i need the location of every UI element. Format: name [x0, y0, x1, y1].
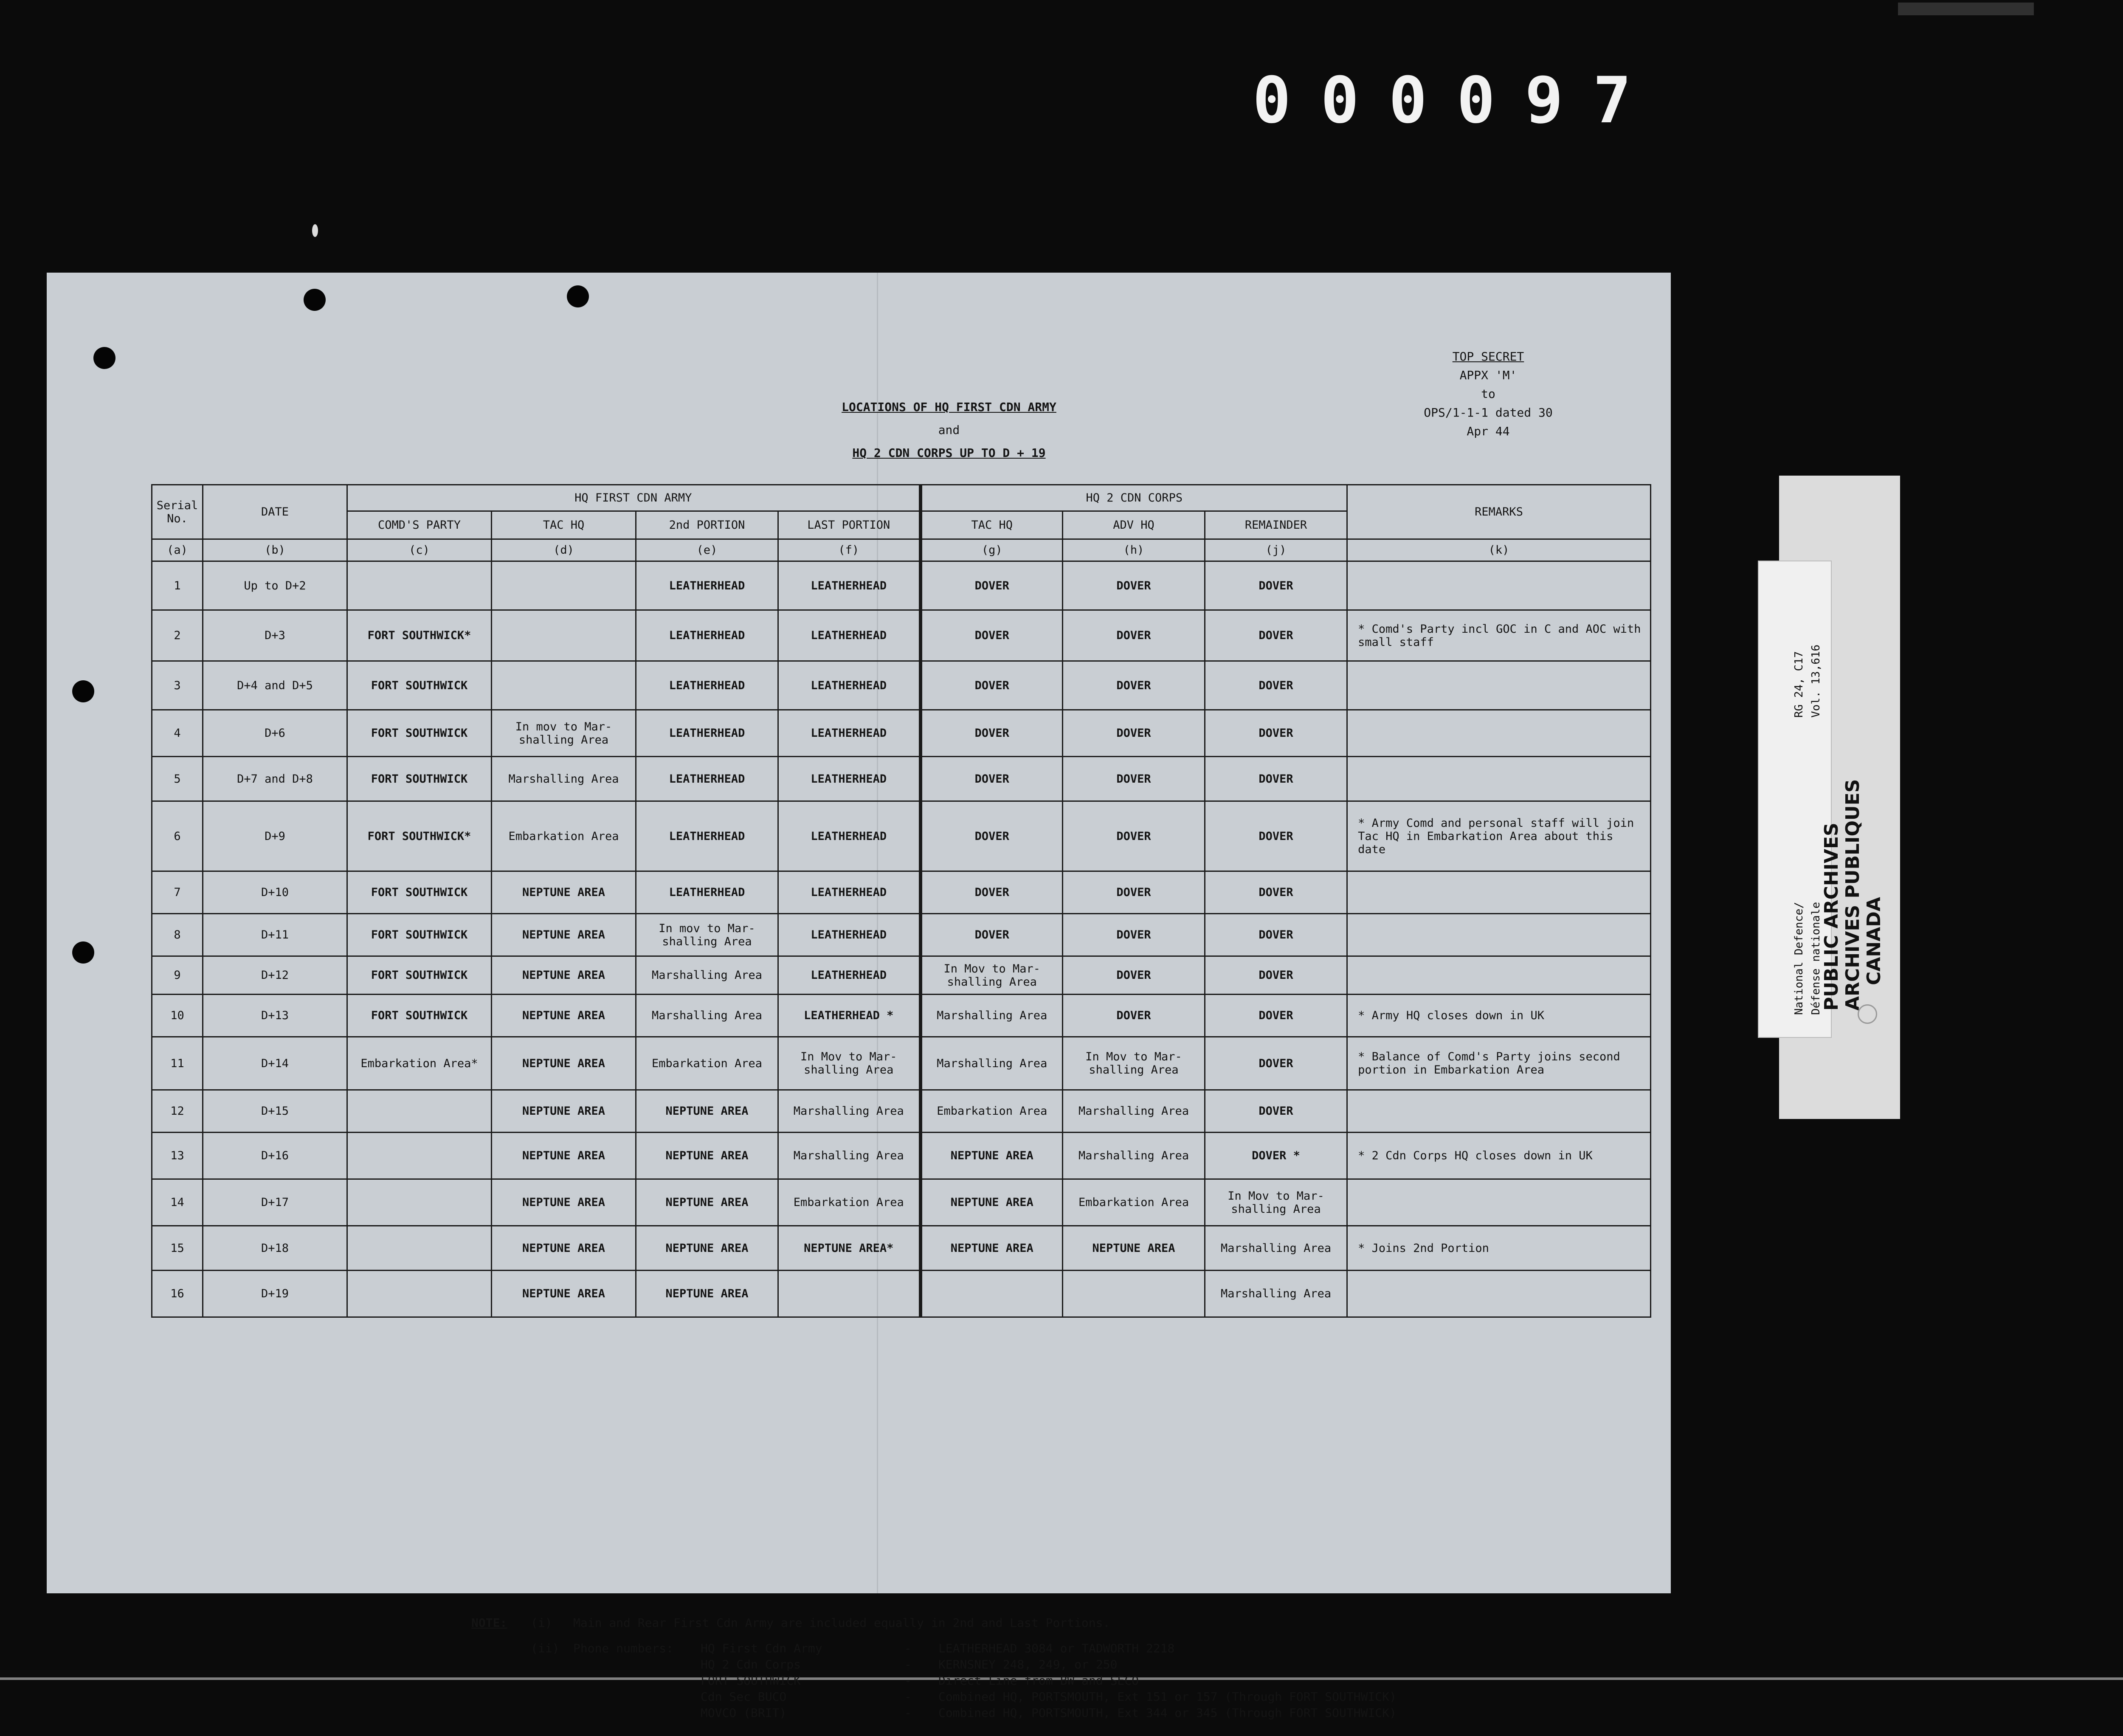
- cell-last-portion: LEATHERHEAD: [778, 561, 921, 610]
- cell-remarks: * 2 Cdn Corps HQ closes down in UK: [1347, 1133, 1651, 1179]
- cell-second-portion: LEATHERHEAD: [636, 871, 778, 914]
- cell-date: D+7 and D+8: [203, 757, 347, 801]
- cell-remainder: DOVER *: [1205, 1133, 1347, 1179]
- header-serial: Serial No.: [152, 485, 203, 539]
- cell-second-portion: LEATHERHEAD: [636, 610, 778, 661]
- header-tac-hq: TAC HQ: [492, 511, 636, 539]
- cell-corps-tac-hq: Marshalling Area: [921, 1037, 1063, 1090]
- table-row: [152, 1179, 1651, 1226]
- cell-corps-tac-hq: NEPTUNE AREA: [921, 1133, 1063, 1179]
- title-line-2: and: [938, 423, 960, 437]
- cell-serial: 11: [152, 1037, 203, 1090]
- cell-corps-tac-hq: NEPTUNE AREA: [921, 1179, 1063, 1226]
- cell-last-portion: Marshalling Area: [778, 1133, 921, 1179]
- phone-name: HQ First Cdn Army: [701, 1641, 822, 1655]
- cell-comds-party: FORT SOUTHWICK: [347, 995, 492, 1037]
- punch-hole: [72, 680, 94, 702]
- cell-corps-tac-hq: Marshalling Area: [921, 995, 1063, 1037]
- security-marking: TOP SECRET: [1452, 349, 1524, 364]
- cell-date: D+9: [203, 801, 347, 871]
- cell-comds-party: FORT SOUTHWICK: [347, 956, 492, 995]
- table-row: [152, 661, 1651, 710]
- column-letter: (e): [636, 539, 778, 561]
- cell-second-portion: LEATHERHEAD: [636, 661, 778, 710]
- cell-tac-hq: NEPTUNE AREA: [492, 1133, 636, 1179]
- cell-date: D+18: [203, 1226, 347, 1271]
- cell-adv-hq: DOVER: [1063, 914, 1205, 956]
- cell-last-portion: LEATHERHEAD: [778, 757, 921, 801]
- cell-corps-tac-hq: DOVER: [921, 801, 1063, 871]
- phone-value: LEATHERHEAD 3084 or TADWORTH 2218: [938, 1641, 1175, 1655]
- cell-corps-tac-hq: DOVER: [921, 610, 1063, 661]
- cell-tac-hq: [492, 661, 636, 710]
- cell-remainder: DOVER: [1205, 1037, 1347, 1090]
- column-letter: (k): [1347, 539, 1651, 561]
- cell-remarks: [1347, 661, 1651, 710]
- cell-tac-hq: [492, 561, 636, 610]
- cell-last-portion: LEATHERHEAD: [778, 661, 921, 710]
- cell-adv-hq: In Mov to Mar-shalling Area: [1063, 1037, 1205, 1090]
- film-smudge: [1898, 3, 2034, 15]
- cell-adv-hq: DOVER: [1063, 710, 1205, 757]
- cell-remainder: DOVER: [1205, 1090, 1347, 1133]
- column-letter: (c): [347, 539, 492, 561]
- cell-remarks: [1347, 561, 1651, 610]
- cell-serial: 12: [152, 1090, 203, 1133]
- cell-comds-party: FORT SOUTHWICK: [347, 757, 492, 801]
- cell-adv-hq: DOVER: [1063, 801, 1205, 871]
- cell-last-portion: LEATHERHEAD: [778, 710, 921, 757]
- punch-hole: [567, 285, 589, 307]
- cell-adv-hq: DOVER: [1063, 995, 1205, 1037]
- cell-tac-hq: [492, 610, 636, 661]
- cell-tac-hq: NEPTUNE AREA: [492, 1271, 636, 1317]
- phone-separator: -: [904, 1641, 912, 1655]
- cell-remarks: * Comd's Party incl GOC in C and AOC with small staff: [1347, 610, 1651, 661]
- header-last-portion: LAST PORTION: [778, 511, 921, 539]
- cell-remainder: DOVER: [1205, 801, 1347, 871]
- cell-serial: 14: [152, 1179, 203, 1226]
- cell-remainder: DOVER: [1205, 995, 1347, 1037]
- cell-last-portion: Marshalling Area: [778, 1090, 921, 1133]
- cell-tac-hq: NEPTUNE AREA: [492, 914, 636, 956]
- cell-comds-party: Embarkation Area*: [347, 1037, 492, 1090]
- cell-date: D+16: [203, 1133, 347, 1179]
- cell-corps-tac-hq: In Mov to Mar-shalling Area: [921, 956, 1063, 995]
- cell-comds-party: FORT SOUTHWICK*: [347, 801, 492, 871]
- cell-remarks: * Joins 2nd Portion: [1347, 1226, 1651, 1271]
- phone-name: HQ 2 Cdn Corps: [701, 1657, 801, 1671]
- cell-serial: 5: [152, 757, 203, 801]
- header-remainder: REMAINDER: [1205, 511, 1347, 539]
- cell-adv-hq: DOVER: [1063, 661, 1205, 710]
- cell-date: D+12: [203, 956, 347, 995]
- appendix-to: to: [1481, 387, 1495, 401]
- cell-last-portion: LEATHERHEAD: [778, 914, 921, 956]
- cell-comds-party: [347, 1179, 492, 1226]
- cell-second-portion: LEATHERHEAD: [636, 710, 778, 757]
- cell-remarks: [1347, 710, 1651, 757]
- cell-tac-hq: Marshalling Area: [492, 757, 636, 801]
- header-adv-hq: ADV HQ: [1063, 511, 1205, 539]
- cell-adv-hq: Embarkation Area: [1063, 1179, 1205, 1226]
- cell-comds-party: FORT SOUTHWICK: [347, 871, 492, 914]
- frame-number: 000097: [1253, 64, 1661, 138]
- cell-last-portion: [778, 1271, 921, 1317]
- phone-value: Combined HQ, PORTSMOUTH, Ext 344 or 345 (Through FORT SOUTHWICK): [938, 1706, 1397, 1720]
- cell-remarks: [1347, 1090, 1651, 1133]
- cell-remainder: DOVER: [1205, 710, 1347, 757]
- cell-last-portion: Embarkation Area: [778, 1179, 921, 1226]
- cell-remarks: [1347, 914, 1651, 956]
- cell-remainder: DOVER: [1205, 661, 1347, 710]
- cell-comds-party: [347, 1133, 492, 1179]
- film-speck: [312, 224, 318, 237]
- cell-adv-hq: [1063, 1271, 1205, 1317]
- cell-last-portion: NEPTUNE AREA*: [778, 1226, 921, 1271]
- cell-corps-tac-hq: Embarkation Area: [921, 1090, 1063, 1133]
- cell-serial: 15: [152, 1226, 203, 1271]
- cell-corps-tac-hq: DOVER: [921, 661, 1063, 710]
- cell-tac-hq: NEPTUNE AREA: [492, 1090, 636, 1133]
- cell-remarks: * Balance of Comd's Party joins second portion in Embarkation Area: [1347, 1037, 1651, 1090]
- cell-serial: 3: [152, 661, 203, 710]
- cell-adv-hq: DOVER: [1063, 610, 1205, 661]
- column-letter: (b): [203, 539, 347, 561]
- cell-date: D+14: [203, 1037, 347, 1090]
- cell-serial: 4: [152, 710, 203, 757]
- table-row: [152, 1133, 1651, 1179]
- stamp-circle-icon: [1858, 1004, 1877, 1024]
- cell-second-portion: NEPTUNE AREA: [636, 1090, 778, 1133]
- archive-dept-en: National Defence/: [1793, 902, 1805, 1015]
- cell-corps-tac-hq: DOVER: [921, 757, 1063, 801]
- cell-date: D+3: [203, 610, 347, 661]
- cell-last-portion: LEATHERHEAD: [778, 871, 921, 914]
- phone-value: Combined HQ, PORTSMOUTH, Ext 151 or 157 (Through FORT SOUTHWICK): [938, 1690, 1397, 1704]
- header-2-cdn-corps: HQ 2 CDN CORPS: [921, 485, 1347, 511]
- table-row: [152, 1226, 1651, 1271]
- cell-remainder: Marshalling Area: [1205, 1226, 1347, 1271]
- cell-serial: 10: [152, 995, 203, 1037]
- cell-serial: 8: [152, 914, 203, 956]
- cell-date: D+11: [203, 914, 347, 956]
- archive-ref-volume: Vol. 13,616: [1810, 644, 1822, 718]
- archive-name-fr: ARCHIVES PUBLIQUES: [1842, 779, 1864, 1011]
- cell-serial: 9: [152, 956, 203, 995]
- note-ii-number: (ii): [531, 1641, 560, 1655]
- table-row: [152, 914, 1651, 956]
- cell-serial: 7: [152, 871, 203, 914]
- document-page: [47, 273, 1671, 1720]
- cell-tac-hq: In mov to Mar-shalling Area: [492, 710, 636, 757]
- cell-adv-hq: Marshalling Area: [1063, 1133, 1205, 1179]
- header-2nd-portion: 2nd PORTION: [636, 511, 778, 539]
- cell-remarks: * Army HQ closes down in UK: [1347, 995, 1651, 1037]
- cell-last-portion: LEATHERHEAD *: [778, 995, 921, 1037]
- cell-second-portion: NEPTUNE AREA: [636, 1133, 778, 1179]
- cell-second-portion: LEATHERHEAD: [636, 801, 778, 871]
- cell-comds-party: [347, 1271, 492, 1317]
- note-label: NOTE:: [471, 1616, 507, 1630]
- cell-second-portion: LEATHERHEAD: [636, 757, 778, 801]
- cell-serial: 1: [152, 561, 203, 610]
- cell-serial: 16: [152, 1271, 203, 1317]
- cell-adv-hq: DOVER: [1063, 956, 1205, 995]
- classification-block: [1420, 347, 1556, 441]
- cell-second-portion: NEPTUNE AREA: [636, 1271, 778, 1317]
- cell-second-portion: Embarkation Area: [636, 1037, 778, 1090]
- cell-serial: 6: [152, 801, 203, 871]
- appendix-label: APPX 'M': [1459, 368, 1517, 382]
- title-line-3: HQ 2 CDN CORPS UP TO D + 19: [852, 446, 1046, 460]
- column-letter: (f): [778, 539, 921, 561]
- cell-date: D+13: [203, 995, 347, 1037]
- cell-last-portion: LEATHERHEAD: [778, 956, 921, 995]
- note-i-text: Main and Rear First Cdn Army are included equally in 2nd and Last Portions.: [573, 1616, 1110, 1630]
- cell-remarks: * Army Comd and personal staff will join Tac HQ in Embarkation Area about this date: [1347, 801, 1651, 871]
- column-letter: (h): [1063, 539, 1205, 561]
- cell-remainder: DOVER: [1205, 871, 1347, 914]
- cell-date: D+4 and D+5: [203, 661, 347, 710]
- phone-separator: -: [904, 1674, 912, 1688]
- phone-separator: -: [904, 1690, 912, 1704]
- cell-tac-hq: NEPTUNE AREA: [492, 871, 636, 914]
- table-body: [152, 561, 1651, 1317]
- cell-remainder: DOVER: [1205, 956, 1347, 995]
- table-row: [152, 871, 1651, 914]
- cell-corps-tac-hq: [921, 1271, 1063, 1317]
- cell-comds-party: [347, 1090, 492, 1133]
- cell-corps-tac-hq: DOVER: [921, 561, 1063, 610]
- cell-tac-hq: NEPTUNE AREA: [492, 995, 636, 1037]
- cell-second-portion: NEPTUNE AREA: [636, 1179, 778, 1226]
- note-ii-label: Phone numbers:: [573, 1641, 674, 1655]
- header-date: DATE: [203, 485, 347, 539]
- cell-remarks: [1347, 757, 1651, 801]
- header-comds-party: COMD'S PARTY: [347, 511, 492, 539]
- phone-separator: -: [904, 1657, 912, 1671]
- cell-remainder: DOVER: [1205, 914, 1347, 956]
- cell-adv-hq: Marshalling Area: [1063, 1090, 1205, 1133]
- table-row: [152, 710, 1651, 757]
- cell-corps-tac-hq: NEPTUNE AREA: [921, 1226, 1063, 1271]
- cell-second-portion: Marshalling Area: [636, 956, 778, 995]
- cell-serial: 2: [152, 610, 203, 661]
- cell-corps-tac-hq: DOVER: [921, 871, 1063, 914]
- header-corps-tac-hq: TAC HQ: [921, 511, 1063, 539]
- cell-remainder: DOVER: [1205, 610, 1347, 661]
- table-row: [152, 610, 1651, 661]
- cell-comds-party: [347, 561, 492, 610]
- cell-comds-party: FORT SOUTHWICK: [347, 710, 492, 757]
- phone-name: MOVCO (BRIT): [701, 1706, 787, 1720]
- column-letters-row: [152, 539, 1651, 561]
- cell-corps-tac-hq: DOVER: [921, 710, 1063, 757]
- table-row: [152, 956, 1651, 995]
- table-row: [152, 1271, 1651, 1317]
- header-remarks: REMARKS: [1347, 485, 1651, 539]
- column-letter: (j): [1205, 539, 1347, 561]
- cell-remainder: DOVER: [1205, 561, 1347, 610]
- table-row: [152, 1090, 1651, 1133]
- column-letter: (g): [921, 539, 1063, 561]
- appendix-reference: OPS/1-1-1 dated 30 Apr 44: [1424, 406, 1553, 438]
- cell-comds-party: FORT SOUTHWICK*: [347, 610, 492, 661]
- cell-date: D+10: [203, 871, 347, 914]
- locations-table: [151, 484, 1651, 1318]
- cell-tac-hq: NEPTUNE AREA: [492, 1226, 636, 1271]
- cell-second-portion: LEATHERHEAD: [636, 561, 778, 610]
- cell-remarks: [1347, 871, 1651, 914]
- cell-date: Up to D+2: [203, 561, 347, 610]
- header-first-cdn-army: HQ FIRST CDN ARMY: [347, 485, 921, 511]
- cell-tac-hq: NEPTUNE AREA: [492, 1179, 636, 1226]
- cell-remarks: [1347, 956, 1651, 995]
- archive-ref-rg: RG 24, C17: [1793, 651, 1805, 718]
- cell-remarks: [1347, 1271, 1651, 1317]
- table-row: [152, 801, 1651, 871]
- archive-dept-fr: Défense nationale: [1810, 902, 1822, 1015]
- cell-adv-hq: NEPTUNE AREA: [1063, 1226, 1205, 1271]
- cell-last-portion: In Mov to Mar-shalling Area: [778, 1037, 921, 1090]
- cell-remainder: Marshalling Area: [1205, 1271, 1347, 1317]
- cell-last-portion: LEATHERHEAD: [778, 801, 921, 871]
- phone-value: Direct Line from BW and SECO: [938, 1674, 1139, 1688]
- cell-tac-hq: NEPTUNE AREA: [492, 1037, 636, 1090]
- cell-remainder: In Mov to Mar-shalling Area: [1205, 1179, 1347, 1226]
- document-title: [811, 396, 1087, 465]
- note-i-number: (i): [531, 1616, 552, 1630]
- cell-remainder: DOVER: [1205, 757, 1347, 801]
- cell-serial: 13: [152, 1133, 203, 1179]
- cell-comds-party: FORT SOUTHWICK: [347, 661, 492, 710]
- cell-tac-hq: Embarkation Area: [492, 801, 636, 871]
- cell-tac-hq: NEPTUNE AREA: [492, 956, 636, 995]
- punch-hole: [93, 347, 115, 369]
- title-line-1: LOCATIONS OF HQ FIRST CDN ARMY: [842, 400, 1056, 414]
- punch-hole: [72, 941, 94, 964]
- table-row: [152, 561, 1651, 610]
- column-letter: (d): [492, 539, 636, 561]
- cell-corps-tac-hq: DOVER: [921, 914, 1063, 956]
- cell-second-portion: Marshalling Area: [636, 995, 778, 1037]
- cell-adv-hq: DOVER: [1063, 871, 1205, 914]
- cell-last-portion: LEATHERHEAD: [778, 610, 921, 661]
- cell-second-portion: In mov to Mar-shalling Area: [636, 914, 778, 956]
- cell-comds-party: FORT SOUTHWICK: [347, 914, 492, 956]
- phone-name: FORT SOUTHWICK: [701, 1674, 801, 1688]
- cell-remarks: [1347, 1179, 1651, 1226]
- cell-date: D+19: [203, 1271, 347, 1317]
- table-row: [152, 757, 1651, 801]
- table-row: [152, 1037, 1651, 1090]
- table-row: [152, 995, 1651, 1037]
- column-letter: (a): [152, 539, 203, 561]
- cell-comds-party: [347, 1226, 492, 1271]
- punch-hole: [304, 289, 326, 311]
- cell-date: D+17: [203, 1179, 347, 1226]
- archive-country: CANADA: [1863, 897, 1885, 985]
- phone-value: KERNSNEY 248, 249, or 250: [938, 1657, 1118, 1671]
- phone-name: Cdn Sec BUCO: [701, 1690, 787, 1704]
- cell-adv-hq: DOVER: [1063, 561, 1205, 610]
- cell-adv-hq: DOVER: [1063, 757, 1205, 801]
- cell-second-portion: NEPTUNE AREA: [636, 1226, 778, 1271]
- phone-separator: -: [904, 1706, 912, 1720]
- cell-date: D+6: [203, 710, 347, 757]
- cell-date: D+15: [203, 1090, 347, 1133]
- archive-name-en: PUBLIC ARCHIVES: [1821, 823, 1842, 1011]
